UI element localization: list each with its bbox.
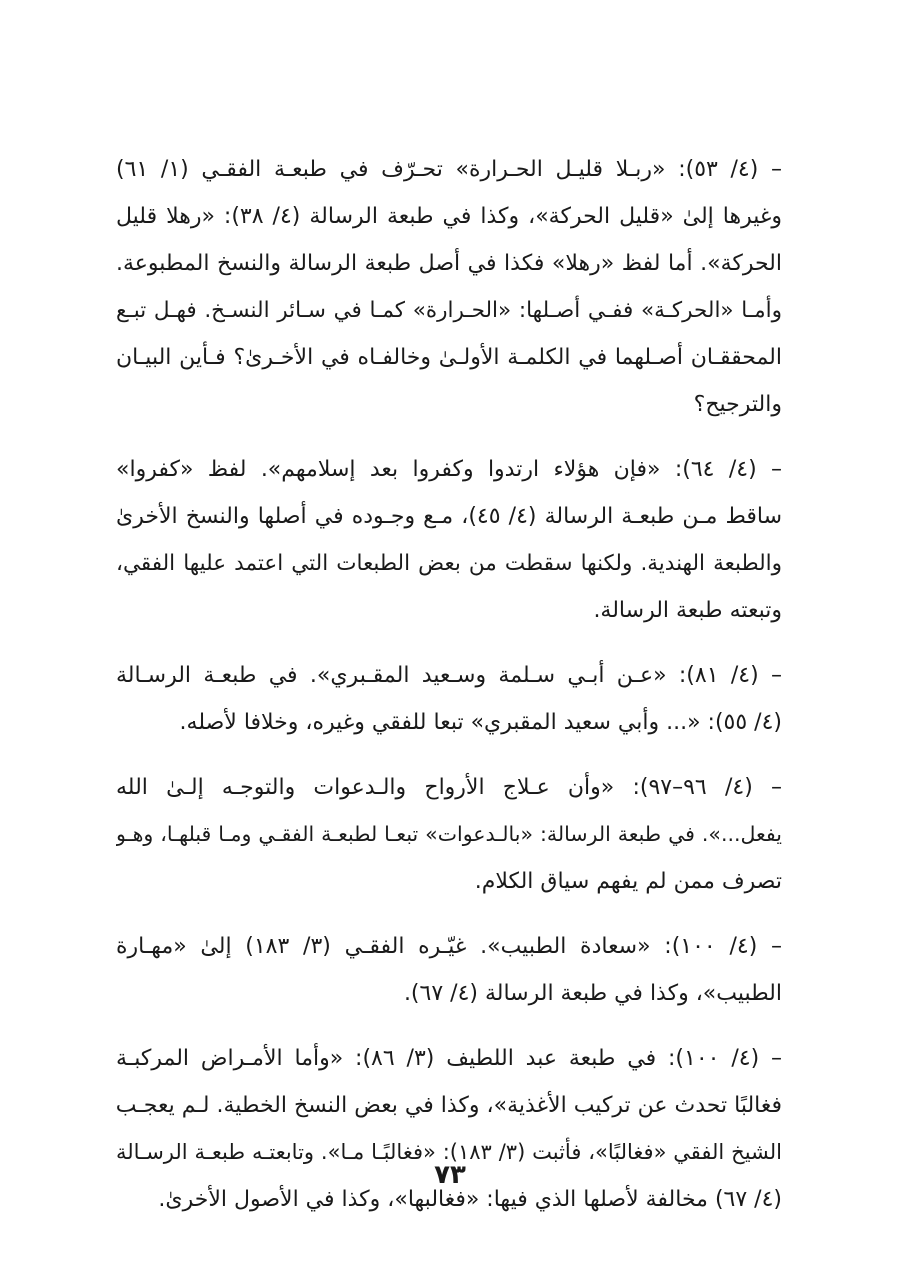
text-line: والطبعة الهندية. ولكنها سقطت من بعض الطبعات التي اعتمد عليها الفقي،: [116, 551, 782, 576]
text-line: – (٤/ ٥٣): «ربـلا قليـل الحـرارة» تحـرّف في طبعـة الفقـي (١/ ٦١): [116, 157, 782, 182]
text-line: ساقط مـن طبعـة الرسالة (٤/ ٤٥)، مـع وجـوده في أصلها والنسخ الأخرىٰ: [116, 504, 782, 529]
text-line: الشيخ الفقي «فغالبًا»، فأثبت (٣/ ١٨٣): «فغالبًـا مـا». وتابعتـه طبعـة الرسـالة: [116, 1140, 782, 1164]
text-line: (٤/ ٥٥): «... وأبي سعيد المقبري» تبعا للفقي وغيره، وخلافا لأصله.: [179, 710, 782, 735]
paragraph-4: [116, 764, 782, 905]
text-line: وغيرها إلىٰ «قليل الحركة»، وكذا في طبعة الرسالة (٤/ ٣٨): «رهلا قليل: [116, 204, 782, 229]
text-line: وتبعته طبعة الرسالة.: [593, 598, 782, 623]
text-line: الطبيب»، وكذا في طبعة الرسالة (٤/ ٦٧).: [403, 981, 782, 1006]
text-line: – (٤/ ٩٦–٩٧): «وأن عـلاج الأرواح والـدعوات والتوجـه إلـىٰ الله: [116, 775, 782, 800]
text-line: والترجيح؟: [693, 392, 782, 417]
page-body: [116, 146, 782, 1241]
text-line: يفعل...». في طبعة الرسالة: «بالـدعوات» تبعـا لطبعـة الفقـي ومـا قبلهـا، وهـو: [116, 822, 782, 846]
page-number: ٧٣: [434, 1160, 466, 1190]
text-line: وأمـا «الحركـة» ففـي أصـلها: «الحـرارة» كمـا في سـائر النسـخ. فهـل تبـع: [116, 298, 782, 323]
paragraph-5: [116, 923, 782, 1017]
paragraph-3: [116, 652, 782, 746]
text-line: – (٤/ ١٠٠): «سعادة الطبيب». غيّـره الفقـي (٣/ ١٨٣) إلىٰ «مهـارة: [116, 934, 782, 959]
text-line: – (٤/ ٨١): «عـن أبـي سـلمة وسـعيد المقـبري». في طبعـة الرسـالة: [116, 663, 782, 688]
text-line: الحركة». أما لفظ «رهلا» فكذا في أصل طبعة الرسالة والنسخ المطبوعة.: [116, 251, 782, 276]
text-line: تصرف ممن لم يفهم سياق الكلام.: [474, 869, 782, 894]
paragraph-6: [116, 1035, 782, 1223]
text-line: المحققـان أصـلهما في الكلمـة الأولـىٰ وخالفـاه في الأخـرىٰ؟ فـأين البيـان: [116, 345, 782, 370]
text-line: فغالبًا تحدث عن تركيب الأغذية»، وكذا في بعض النسخ الخطية. لـم يعجـب: [116, 1093, 782, 1118]
paragraph-1: [116, 146, 782, 428]
text-line: – (٤/ ٦٤): «فإن هؤلاء ارتدوا وكفروا بعد إسلامهم». لفظ «كفروا»: [116, 457, 782, 482]
paragraph-2: [116, 446, 782, 634]
text-line: – (٤/ ١٠٠): في طبعة عبد اللطيف (٣/ ٨٦): «وأما الأمـراض المركبـة: [116, 1046, 782, 1071]
text-line: (٤/ ٦٧) مخالفة لأصلها الذي فيها: «فغالبها»، وكذا في الأصول الأخرىٰ.: [158, 1187, 782, 1212]
